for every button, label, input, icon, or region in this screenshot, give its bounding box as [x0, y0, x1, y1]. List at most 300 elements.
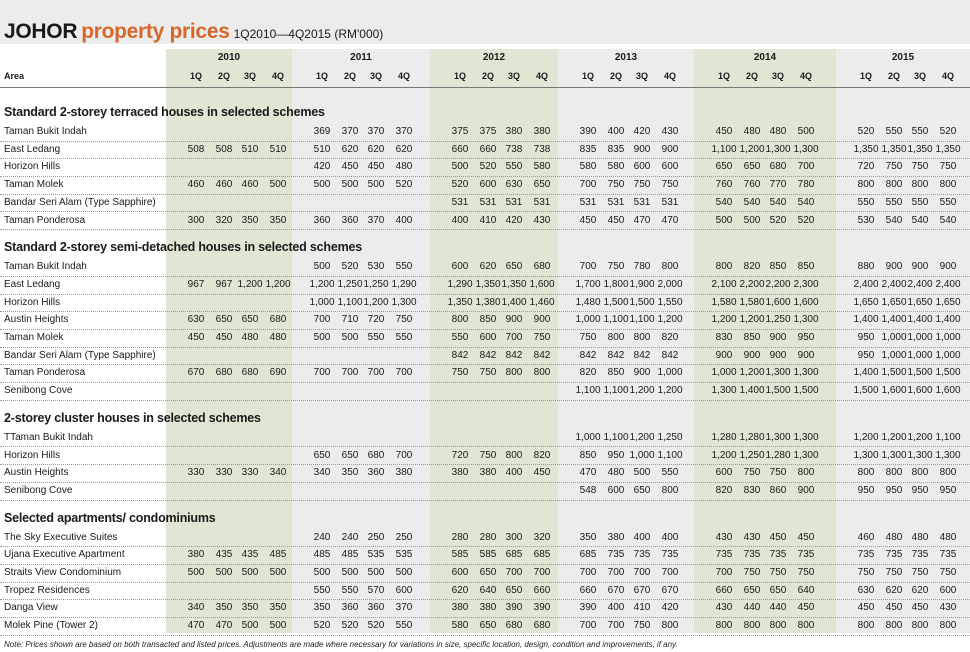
- area-name: Straits View Condominium: [4, 567, 122, 578]
- price-cell: 800: [451, 314, 469, 326]
- price-cell: 500: [367, 567, 385, 578]
- footnote: Note: Prices shown are based on both transacted and listed prices. Adjustments are made where necessary for variations in size, specific location, design, condition and improvements, if any.: [4, 640, 678, 649]
- price-cell: 500: [395, 567, 413, 578]
- price-cell: 1,300: [935, 449, 961, 461]
- price-cell: 375: [451, 126, 469, 137]
- price-cell: 370: [395, 126, 413, 137]
- price-cell: 2,000: [657, 278, 683, 290]
- price-cell: 500: [797, 126, 815, 137]
- price-cell: 450: [533, 467, 551, 479]
- price-cell: 700: [367, 367, 385, 379]
- price-cell: 600: [633, 161, 651, 173]
- price-cell: 250: [395, 531, 413, 543]
- price-cell: 470: [633, 214, 651, 226]
- price-cell: 520: [939, 126, 957, 137]
- price-cell: 520: [857, 126, 875, 137]
- price-cell: 650: [479, 620, 497, 632]
- price-cell: 530: [857, 214, 875, 226]
- price-cell: 1,600: [529, 278, 555, 290]
- price-cell: 750: [911, 567, 929, 578]
- area-name: TTaman Bukit Indah: [4, 431, 93, 443]
- price-cell: 550: [939, 196, 957, 208]
- price-cell: 585: [451, 549, 469, 561]
- price-cell: 700: [661, 567, 679, 578]
- price-cell: 300: [187, 214, 205, 226]
- price-cell: 570: [367, 584, 385, 596]
- price-cell: 540: [769, 196, 787, 208]
- price-cell: 480: [395, 161, 413, 173]
- quarter-header: 1Q: [315, 71, 328, 81]
- price-cell: 800: [715, 261, 733, 273]
- price-cell: 480: [743, 126, 761, 137]
- price-cell: 550: [367, 332, 385, 343]
- price-cell: 750: [395, 314, 413, 326]
- price-cell: 400: [607, 126, 625, 137]
- price-cell: 1,600: [765, 296, 791, 308]
- price-cell: 800: [633, 332, 651, 343]
- price-cell: 1,300: [391, 296, 417, 308]
- price-cell: 410: [633, 602, 651, 614]
- price-cell: 700: [313, 367, 331, 379]
- price-cell: 320: [215, 214, 233, 226]
- price-cell: 500: [215, 567, 233, 578]
- price-cell: 350: [241, 602, 259, 614]
- price-cell: 800: [857, 467, 875, 479]
- price-cell: 800: [939, 467, 957, 479]
- price-cell: 750: [633, 179, 651, 191]
- price-cell: 900: [505, 314, 523, 326]
- price-cell: 1,400: [935, 314, 961, 326]
- price-cell: 700: [505, 567, 523, 578]
- price-cell: 400: [451, 214, 469, 226]
- price-cell: 842: [479, 349, 497, 361]
- price-cell: 1,200: [739, 143, 765, 155]
- quarter-header: 3Q: [635, 71, 648, 81]
- price-cell: 800: [743, 620, 761, 632]
- quarter-header: 1Q: [859, 71, 872, 81]
- price-cell: 1,300: [793, 367, 819, 379]
- price-cell: 700: [579, 261, 597, 273]
- price-cell: 750: [661, 179, 679, 191]
- price-cell: 500: [633, 467, 651, 479]
- price-cell: 540: [797, 196, 815, 208]
- price-cell: 835: [607, 143, 625, 155]
- price-cell: 520: [341, 620, 359, 632]
- price-cell: 640: [479, 584, 497, 596]
- price-cell: 1,000: [881, 332, 907, 343]
- price-cell: 1,100: [935, 431, 961, 443]
- price-cell: 350: [269, 602, 287, 614]
- area-name: Taman Ponderosa: [4, 214, 86, 226]
- price-cell: 250: [367, 531, 385, 543]
- price-cell: 750: [607, 261, 625, 273]
- price-cell: 500: [743, 214, 761, 226]
- price-cell: 500: [341, 332, 359, 343]
- year-header: 2011: [350, 52, 372, 63]
- price-cell: 750: [479, 449, 497, 461]
- price-cell: 450: [607, 214, 625, 226]
- price-cell: 485: [269, 549, 287, 561]
- price-cell: 1,200: [237, 278, 263, 290]
- price-cell: 630: [505, 179, 523, 191]
- price-cell: 540: [885, 214, 903, 226]
- price-cell: 950: [885, 484, 903, 496]
- price-cell: 500: [341, 567, 359, 578]
- price-cell: 1,600: [793, 296, 819, 308]
- price-cell: 735: [769, 549, 787, 561]
- price-cell: 800: [533, 367, 551, 379]
- price-cell: 800: [797, 620, 815, 632]
- quarter-header: 4Q: [799, 71, 812, 81]
- price-cell: 530: [367, 261, 385, 273]
- price-cell: 800: [661, 484, 679, 496]
- price-cell: 1,100: [711, 143, 737, 155]
- price-cell: 1,400: [881, 314, 907, 326]
- price-cell: 580: [451, 620, 469, 632]
- price-cell: 835: [579, 143, 597, 155]
- price-cell: 1,250: [363, 278, 389, 290]
- price-cell: 950: [911, 484, 929, 496]
- price-cell: 1,300: [765, 143, 791, 155]
- price-cell: 650: [215, 314, 233, 326]
- price-cell: 410: [479, 214, 497, 226]
- price-cell: 1,200: [629, 385, 655, 397]
- price-cell: 1,650: [935, 296, 961, 308]
- price-cell: 800: [911, 620, 929, 632]
- price-cell: 240: [313, 531, 331, 543]
- price-cell: 1,500: [603, 296, 629, 308]
- price-cell: 360: [367, 602, 385, 614]
- price-cell: 700: [607, 620, 625, 632]
- price-cell: 750: [743, 467, 761, 479]
- price-cell: 600: [479, 332, 497, 343]
- price-cell: 370: [367, 126, 385, 137]
- price-cell: 1,250: [765, 314, 791, 326]
- price-cell: 340: [313, 467, 331, 479]
- price-cell: 700: [313, 314, 331, 326]
- quarter-header: 3Q: [771, 71, 784, 81]
- price-cell: 800: [715, 620, 733, 632]
- price-cell: 1,100: [603, 385, 629, 397]
- price-cell: 1,200: [309, 278, 335, 290]
- price-cell: 830: [743, 484, 761, 496]
- price-cell: 820: [715, 484, 733, 496]
- price-cell: 500: [367, 179, 385, 191]
- price-cell: 1,100: [657, 449, 683, 461]
- price-cell: 1,290: [447, 278, 473, 290]
- price-cell: 1,000: [935, 349, 961, 361]
- price-cell: 1,350: [447, 296, 473, 308]
- price-cell: 650: [743, 584, 761, 596]
- price-cell: 600: [395, 584, 413, 596]
- price-cell: 1,500: [881, 367, 907, 379]
- price-cell: 800: [885, 179, 903, 191]
- price-cell: 350: [269, 214, 287, 226]
- price-cell: 800: [911, 179, 929, 191]
- price-cell: 548: [579, 484, 597, 496]
- table-row: [0, 483, 970, 501]
- header-divider: [0, 87, 970, 88]
- price-cell: 720: [857, 161, 875, 173]
- price-cell: 750: [939, 567, 957, 578]
- price-cell: 1,200: [363, 296, 389, 308]
- price-cell: 500: [313, 332, 331, 343]
- price-cell: 1,500: [907, 367, 933, 379]
- price-cell: 735: [911, 549, 929, 561]
- page-title-accent: property prices: [81, 20, 230, 43]
- price-cell: 460: [215, 179, 233, 191]
- table-row: [0, 330, 970, 348]
- price-cell: 700: [579, 179, 597, 191]
- price-cell: 967: [215, 278, 233, 290]
- price-cell: 480: [885, 531, 903, 543]
- quarter-header: 2Q: [481, 71, 494, 81]
- price-cell: 500: [313, 179, 331, 191]
- price-cell: 1,200: [657, 385, 683, 397]
- price-cell: 680: [505, 620, 523, 632]
- price-cell: 550: [661, 467, 679, 479]
- price-cell: 1,500: [629, 296, 655, 308]
- table-row: [0, 142, 970, 160]
- price-cell: 1,380: [475, 296, 501, 308]
- table-row: [0, 565, 970, 583]
- price-cell: 531: [505, 196, 523, 208]
- table-row: [0, 547, 970, 565]
- price-cell: 842: [579, 349, 597, 361]
- price-cell: 380: [533, 126, 551, 137]
- price-cell: 600: [715, 467, 733, 479]
- price-cell: 780: [633, 261, 651, 273]
- price-cell: 380: [451, 467, 469, 479]
- table-row: [0, 213, 970, 231]
- price-cell: 900: [885, 261, 903, 273]
- price-cell: 380: [187, 549, 205, 561]
- price-cell: 1,200: [265, 278, 291, 290]
- price-cell: 735: [633, 549, 651, 561]
- price-cell: 520: [479, 161, 497, 173]
- price-cell: 390: [579, 602, 597, 614]
- price-cell: 540: [939, 214, 957, 226]
- section-title: 2-storey cluster houses in selected schemes: [4, 410, 261, 425]
- quarter-header: 1Q: [453, 71, 466, 81]
- price-cell: 680: [215, 367, 233, 379]
- price-cell: 1,100: [603, 431, 629, 443]
- price-cell: 700: [395, 367, 413, 379]
- price-cell: 680: [533, 620, 551, 632]
- price-cell: 800: [661, 620, 679, 632]
- price-cell: 400: [607, 602, 625, 614]
- price-cell: 400: [661, 531, 679, 543]
- price-cell: 370: [341, 126, 359, 137]
- price-cell: 900: [633, 143, 651, 155]
- price-cell: 550: [395, 261, 413, 273]
- price-cell: 430: [939, 602, 957, 614]
- area-name: Taman Bukit Indah: [4, 126, 87, 137]
- table-row: [0, 618, 970, 636]
- price-cell: 450: [911, 602, 929, 614]
- price-cell: 750: [607, 179, 625, 191]
- area-name: Bandar Seri Alam (Type Sapphire): [4, 349, 156, 361]
- price-cell: 330: [187, 467, 205, 479]
- price-cell: 860: [769, 484, 787, 496]
- price-cell: 435: [241, 549, 259, 561]
- year-header: 2015: [891, 52, 915, 63]
- table-row: [0, 195, 970, 213]
- table-row: [0, 600, 970, 618]
- price-cell: 750: [797, 567, 815, 578]
- price-cell: 700: [579, 567, 597, 578]
- price-cell: 750: [857, 567, 875, 578]
- area-name: Danga View: [4, 602, 58, 614]
- area-name: Austin Heights: [4, 467, 69, 479]
- price-cell: 500: [241, 567, 259, 578]
- area-name: Horizon Hills: [4, 449, 61, 461]
- price-cell: 1,000: [711, 367, 737, 379]
- quarter-header: 3Q: [507, 71, 520, 81]
- price-cell: 420: [633, 126, 651, 137]
- quarter-header: 4Q: [397, 71, 410, 81]
- price-cell: 380: [479, 602, 497, 614]
- price-cell: 820: [533, 449, 551, 461]
- price-cell: 450: [797, 531, 815, 543]
- quarter-header: 2Q: [217, 71, 230, 81]
- price-cell: 1,200: [711, 314, 737, 326]
- price-cell: 430: [661, 126, 679, 137]
- price-cell: 1,280: [739, 431, 765, 443]
- price-cell: 1,200: [907, 431, 933, 443]
- price-cell: 1,650: [881, 296, 907, 308]
- price-cell: 800: [505, 449, 523, 461]
- price-cell: 620: [395, 143, 413, 155]
- price-cell: 720: [367, 314, 385, 326]
- year-header: 2013: [614, 52, 638, 63]
- area-name: Bandar Seri Alam (Type Sapphire): [4, 196, 156, 208]
- price-cell: 680: [241, 367, 259, 379]
- price-cell: 738: [533, 143, 551, 155]
- price-cell: 510: [313, 143, 331, 155]
- price-cell: 320: [533, 531, 551, 543]
- price-cell: 531: [661, 196, 679, 208]
- year-header: 2014: [753, 52, 777, 63]
- table-row: [0, 430, 970, 448]
- price-cell: 380: [479, 467, 497, 479]
- price-cell: 550: [505, 161, 523, 173]
- table-row: [0, 124, 970, 142]
- price-cell: 842: [633, 349, 651, 361]
- price-cell: 670: [607, 584, 625, 596]
- price-cell: 531: [479, 196, 497, 208]
- price-cell: 460: [241, 179, 259, 191]
- price-cell: 1,300: [793, 143, 819, 155]
- price-cell: 720: [451, 449, 469, 461]
- table-row: [0, 295, 970, 313]
- price-cell: 390: [579, 126, 597, 137]
- price-cell: 900: [743, 349, 761, 361]
- price-cell: 340: [269, 467, 287, 479]
- price-cell: 531: [451, 196, 469, 208]
- price-cell: 440: [769, 602, 787, 614]
- price-cell: 850: [579, 449, 597, 461]
- price-cell: 350: [241, 214, 259, 226]
- area-name: Austin Heights: [4, 314, 69, 326]
- price-cell: 685: [579, 549, 597, 561]
- section-title: Standard 2-storey terraced houses in selected schemes: [4, 105, 325, 119]
- price-cell: 1,300: [853, 449, 879, 461]
- price-cell: 550: [911, 126, 929, 137]
- price-cell: 360: [341, 602, 359, 614]
- quarter-header: 4Q: [663, 71, 676, 81]
- price-cell: 680: [367, 449, 385, 461]
- price-cell: 700: [395, 449, 413, 461]
- price-cell: 1,350: [935, 143, 961, 155]
- price-cell: 1,100: [337, 296, 363, 308]
- price-cell: 1,650: [907, 296, 933, 308]
- price-cell: 280: [451, 531, 469, 543]
- price-cell: 1,290: [391, 278, 417, 290]
- price-cell: 390: [533, 602, 551, 614]
- price-cell: 680: [769, 161, 787, 173]
- price-cell: 1,100: [603, 314, 629, 326]
- price-cell: 735: [939, 549, 957, 561]
- price-cell: 1,250: [739, 449, 765, 461]
- price-cell: 1,000: [575, 431, 601, 443]
- price-cell: 400: [633, 531, 651, 543]
- price-cell: 2,400: [853, 278, 879, 290]
- price-cell: 842: [607, 349, 625, 361]
- price-cell: 900: [911, 261, 929, 273]
- price-cell: 1,600: [881, 385, 907, 397]
- price-cell: 750: [451, 367, 469, 379]
- price-cell: 510: [241, 143, 259, 155]
- price-cell: 350: [313, 602, 331, 614]
- price-cell: 500: [715, 214, 733, 226]
- table-row: [0, 259, 970, 277]
- price-cell: 550: [395, 620, 413, 632]
- price-cell: 820: [661, 332, 679, 343]
- price-cell: 500: [451, 161, 469, 173]
- price-cell: 485: [341, 549, 359, 561]
- price-cell: 850: [479, 314, 497, 326]
- price-cell: 1,300: [793, 431, 819, 443]
- price-cell: 450: [341, 161, 359, 173]
- price-cell: 700: [533, 567, 551, 578]
- price-cell: 1,400: [907, 314, 933, 326]
- price-cell: 800: [911, 467, 929, 479]
- price-cell: 780: [797, 179, 815, 191]
- price-cell: 800: [885, 467, 903, 479]
- price-cell: 750: [533, 332, 551, 343]
- area-name: Senibong Cove: [4, 385, 73, 397]
- price-cell: 900: [633, 367, 651, 379]
- price-cell: 1,350: [475, 278, 501, 290]
- price-cell: 450: [187, 332, 205, 343]
- price-cell: 280: [479, 531, 497, 543]
- table-row: [0, 365, 970, 383]
- price-cell: 690: [269, 367, 287, 379]
- price-cell: 710: [341, 314, 359, 326]
- price-cell: 967: [187, 278, 205, 290]
- price-cell: 750: [479, 367, 497, 379]
- price-cell: 700: [715, 567, 733, 578]
- price-cell: 1,000: [935, 332, 961, 343]
- price-cell: 735: [743, 549, 761, 561]
- price-cell: 650: [341, 449, 359, 461]
- page-title: JOHOR: [4, 20, 78, 43]
- price-cell: 1,500: [853, 385, 879, 397]
- price-cell: 2,400: [935, 278, 961, 290]
- price-cell: 580: [607, 161, 625, 173]
- price-cell: 950: [607, 449, 625, 461]
